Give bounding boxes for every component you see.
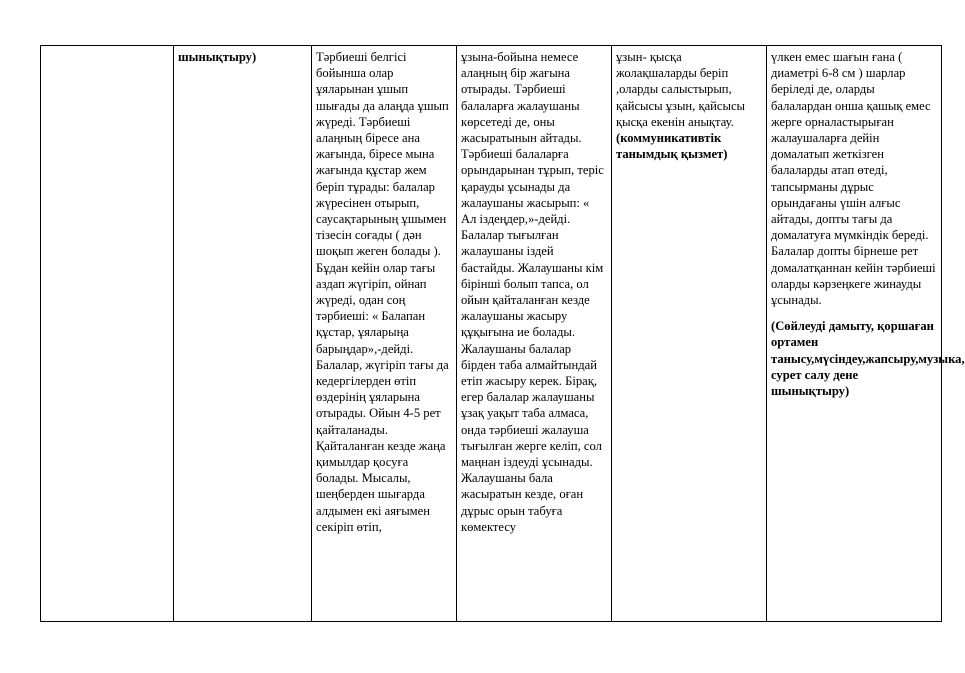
lesson-plan-table [40,45,965,622]
table-cell-col5 [612,46,767,622]
cell-text: шынықтыру) [178,50,257,64]
table-cell-col3 [312,46,457,622]
table-cell-col6 [767,46,965,622]
cell-bold-note: (коммуникативтік танымдық қызмет) [616,131,728,162]
cell-text: үлкен емес шағын ғана ( диаметрі 6-8 см ) шарлар беріледі де, оларды балалардан онша қашық емес жерге орналастырыған жалаушаларға дейін домалатып жеткізген балаларды атап өтеді, тапсырманы дұрыс орындағаны үшін алғыс айтады, допты тағы да домалатуға мүмкіндік береді. Балалар допты бірнеше рет домалатқаннан кейін тәрбиеші оларды кәрзеңкеге жинауды ұсынады. [771,50,936,308]
table-cell-col4 [457,46,612,622]
cell-bold-note: (Сөйлеуді дамыту, қоршаған ортамен танысу,мүсіндеу,жапсыру,музыка, сурет салу дене шынықтыру) [771,319,965,399]
cell-text: Тәрбиеші белгісі бойынша олар ұяларынан ұшып шығады да алаңда ұшып жүреді. Тәрбиеші алаңның біресе ана жағында, біресе мына жағында құстар жем беріп тұрады: балалар жүресінен отырып, саусақтарының ұшымен тізесін соғады ( дән шоқып жеген болады ). Бұдан кейін олар тағы аздап жүгіріп, ойнап жүреді, одан соң тәрбиеші: « Балапан құстар, ұяларыңа барыңдар»,-дейді. Балалар, жүгіріп тағы да кедергілерден өтіп өздерінің ұяларына отырады. Ойын 4-5 рет қайталанады. Қайталанған кезде жаңа қимылдар қосуға болады. Мысалы, шеңберден шығарда алдымен екі аяғымен секіріп өтіп, [316,50,449,534]
cell-text: ұзына-бойына немесе алаңның бір жағына отырады. Тәрбиеші балаларға жалаушаны көрсетеді де, оны жасыратынын айтады. Тәрбиеші балаларға орындарынан тұрып, теріс қарауды ұсынады да жалаушаны жасырып: « Ал іздеңдер,»-дейді. Балалар тығылған жалаушаны іздей бастайды. Жалаушаны кім бірінші болып тапса, ол ойын қайталанған кезде жалаушаны жасыру құқығына ие болады. Жалаушаны балалар бірден таба алмайтындай етіп жасыру керек. Бірақ, егер балалар жалаушаны ұзақ уақыт таба алмаса, онда тәрбиеші жалауша тығылған жерге келіп, сол маңнан іздеуді ұсынады. Жалаушаны бала жасыратын кезде, оған дұрыс орын табуға көмектесу [461,50,604,534]
table-row [41,46,942,622]
cell-text: ұзын- қысқа жолақшаларды беріп ,оларды салыстырып, қайсысы ұзын, қайсысы қысқа екенін анықтау. [616,50,746,129]
table-cell-col1 [41,46,174,622]
table-cell-col2 [174,46,312,622]
